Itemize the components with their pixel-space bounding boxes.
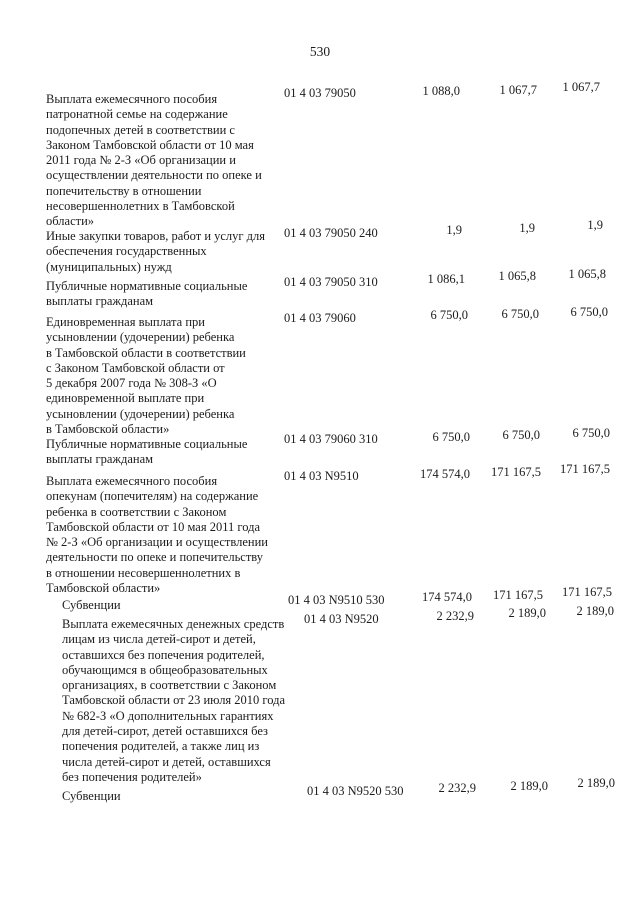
page-number: 530 [309, 44, 331, 59]
amount-col-1: 2 232,9 [436, 609, 474, 623]
row-code: 01 4 03 79050 310 [284, 275, 378, 289]
amount-col-3: 1 067,7 [562, 80, 600, 94]
row-code: 01 4 03 N9520 530 [307, 784, 404, 798]
amount-col-1: 1,9 [446, 223, 462, 237]
amount-col-3: 2 189,0 [576, 604, 614, 618]
amount-col-1: 6 750,0 [432, 430, 470, 444]
row-description: Субвенции [62, 789, 121, 803]
amount-col-3: 1 065,8 [568, 267, 606, 281]
amount-col-3: 6 750,0 [572, 426, 610, 440]
row-description: Выплата ежемесячного пособия опекунам (попечителям) на содержание ребенка в соответствии с Законом Тамбовской области от 10 мая 2011 года № 2-З «Об организации и осуществлении деятельности по опеке и попечительству в отношении несовершеннолетних в Тамбовской области» [46, 474, 268, 596]
row-code: 01 4 03 N9510 530 [288, 593, 385, 607]
row-description: Выплата ежемесячных денежных средств лицам из числа детей-сирот и детей, оставшихся без попечения родителей, обучающимся в общеобразовательных организациях, в соответствии с Законом Тамбовской области от 23 июля 2010 года № 682-З «О дополнительных гарантиях для детей-сирот, детей оставшихся без попечения родителей, а также лиц из числа детей-сирот и детей, оставшихся без попечения родителей» [62, 617, 286, 784]
amount-col-1: 1 086,1 [427, 272, 465, 286]
amount-col-2: 6 750,0 [501, 307, 539, 321]
row-code: 01 4 03 N9510 [284, 469, 359, 483]
row-description: Субвенции [62, 598, 121, 612]
row-code: 01 4 03 79060 310 [284, 432, 378, 446]
amount-col-1: 6 750,0 [430, 308, 468, 322]
amount-col-2: 1,9 [519, 221, 535, 235]
row-code: 01 4 03 79050 [284, 86, 356, 100]
amount-col-2: 171 167,5 [491, 465, 541, 479]
amount-col-2: 1 067,7 [499, 83, 537, 97]
amount-col-2: 2 189,0 [508, 606, 546, 620]
amount-col-2: 171 167,5 [493, 588, 543, 602]
amount-col-3: 171 167,5 [560, 462, 610, 476]
row-code: 01 4 03 79050 240 [284, 226, 378, 240]
amount-col-2: 2 189,0 [510, 779, 548, 793]
row-description: Публичные нормативные социальные выплаты гражданам [46, 279, 248, 309]
amount-col-3: 171 167,5 [562, 585, 612, 599]
amount-col-3: 2 189,0 [577, 776, 615, 790]
row-description: Публичные нормативные социальные выплаты гражданам [46, 437, 248, 467]
amount-col-1: 1 088,0 [422, 84, 460, 98]
row-description: Выплата ежемесячного пособия патронатной семье на содержание подопечных детей в соответствии с Законом Тамбовской области от 10 мая 2011 года № 2-З «Об организации и осуществлении деятельности по опеке и попечительству в отношении несовершеннолетних в Тамбовской области» [46, 92, 262, 229]
amount-col-1: 2 232,9 [438, 781, 476, 795]
row-code: 01 4 03 N9520 [304, 612, 379, 626]
amount-col-3: 6 750,0 [570, 305, 608, 319]
amount-col-3: 1,9 [587, 218, 603, 232]
row-description: Иные закупки товаров, работ и услуг для обеспечения государственных (муниципальных) нужд [46, 229, 266, 274]
row-description: Единовременная выплата при усыновлении (удочерении) ребенка в Тамбовской области в соответствии с Законом Тамбовской области от 5 декабря 2007 года № 308-З «О единовременной выплате при усыновлении (удочерении) ребенка в Тамбовской области» [46, 315, 246, 437]
amount-col-1: 174 574,0 [420, 467, 470, 481]
amount-col-1: 174 574,0 [422, 590, 472, 604]
amount-col-2: 6 750,0 [502, 428, 540, 442]
amount-col-2: 1 065,8 [498, 269, 536, 283]
row-code: 01 4 03 79060 [284, 311, 356, 325]
